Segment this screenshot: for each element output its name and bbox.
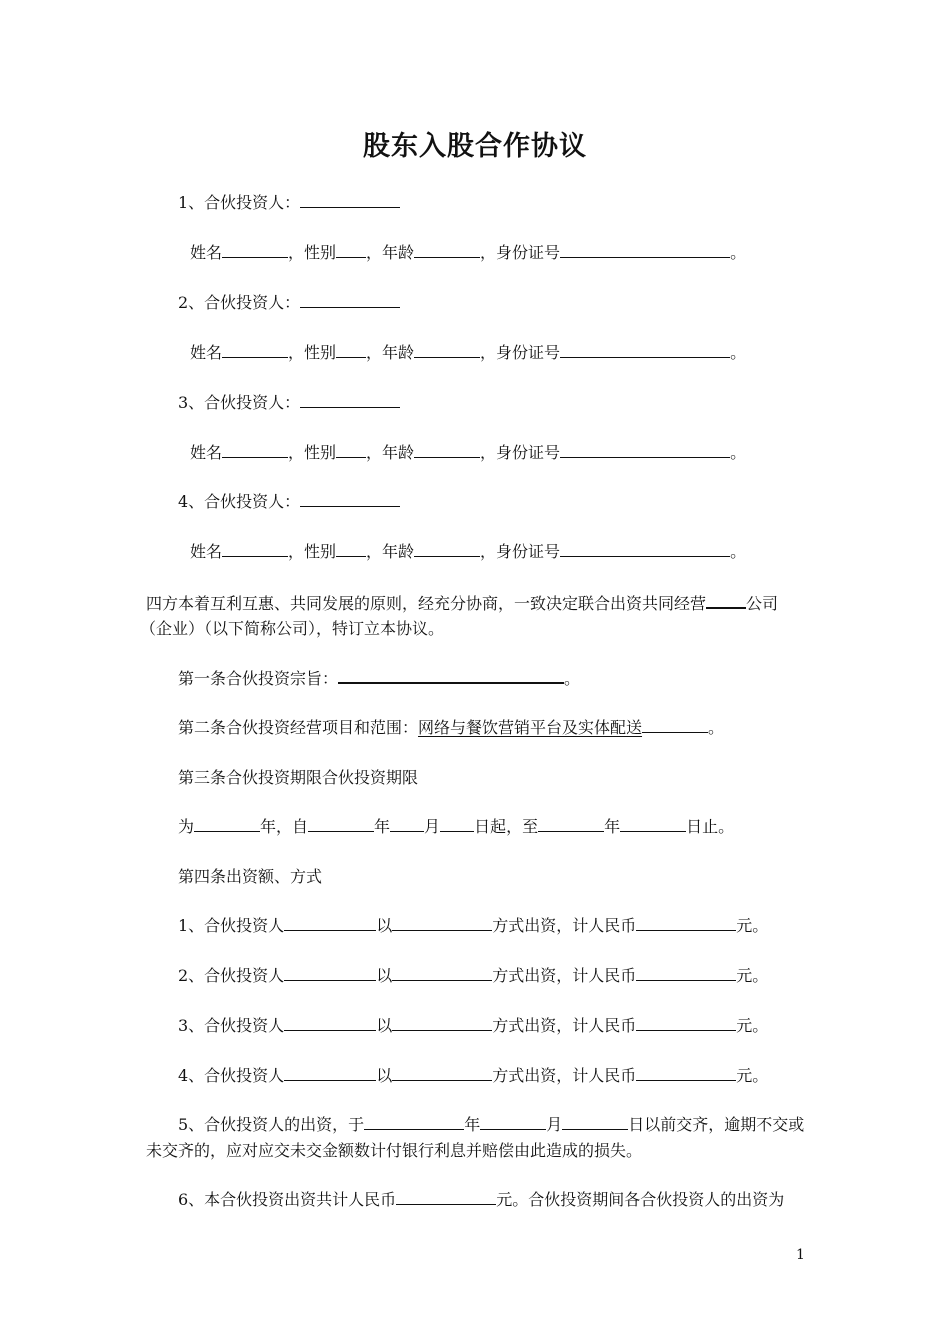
blank-field — [560, 442, 730, 458]
blank-field — [642, 717, 708, 733]
blank-field — [284, 1065, 376, 1081]
investor-details-4: 姓名 ，性别 ，年龄 ，身份证号 。 — [190, 542, 747, 561]
blank-field — [636, 915, 736, 931]
blank-field — [222, 541, 288, 557]
blank-field — [414, 342, 480, 358]
blank-field — [308, 816, 374, 832]
clause-5-line-1: 5、合伙投资人的出资，于 年 月 日以前交齐，逾期不交或 — [178, 1115, 805, 1134]
blank-field — [336, 342, 366, 358]
blank-field — [284, 1015, 376, 1031]
blank-field — [300, 192, 400, 208]
blank-field — [440, 816, 474, 832]
blank-field — [636, 1065, 736, 1081]
blank-field — [222, 242, 288, 258]
blank-field — [538, 816, 604, 832]
blank-field — [392, 1015, 492, 1031]
page-number: 1 — [796, 1247, 805, 1263]
investor-details-1: 姓名 ，性别 ，年龄 ，身份证号 。 — [190, 243, 747, 262]
blank-field — [300, 392, 400, 408]
contribution-1: 1、合伙投资人 以 方式出资，计人民币 元。 — [178, 916, 769, 935]
contribution-3: 3、合伙投资人 以 方式出资，计人民币 元。 — [178, 1016, 769, 1035]
blank-field — [336, 442, 366, 458]
blank-field — [222, 442, 288, 458]
blank-field — [390, 816, 424, 832]
article-3-period: 为 年，自 年 月 日起，至 年 日止。 — [178, 817, 735, 836]
blank-field — [414, 242, 480, 258]
blank-field — [620, 816, 686, 832]
blank-field — [562, 1114, 628, 1130]
article-4: 第四条出资额、方式 — [178, 867, 323, 886]
blank-field — [336, 242, 366, 258]
blank-field — [338, 667, 564, 684]
investor-heading-3: 3、合伙投资人： — [178, 392, 400, 414]
blank-field — [560, 342, 730, 358]
blank-field — [414, 541, 480, 557]
blank-field — [392, 1065, 492, 1081]
blank-field — [636, 965, 736, 981]
contribution-4: 4、合伙投资人 以 方式出资，计人民币 元。 — [178, 1066, 769, 1085]
blank-field — [300, 491, 400, 507]
blank-field — [706, 592, 746, 609]
blank-field — [222, 342, 288, 358]
investor-heading-4: 4、合伙投资人： — [178, 491, 400, 513]
article-2-value: 网络与餐饮营销平台及实体配送 — [418, 718, 643, 737]
preamble-line-2: （企业）（以下简称公司），特订立本协议。 — [140, 619, 445, 638]
blank-field — [636, 1015, 736, 1031]
blank-field — [336, 541, 366, 557]
article-3: 第三条合伙投资期限合伙投资期限 — [178, 768, 419, 787]
document-title: 股东入股合作协议 — [363, 131, 587, 162]
blank-field — [194, 816, 260, 832]
investor-details-2: 姓名 ，性别 ，年龄 ，身份证号 。 — [190, 343, 747, 362]
blank-field — [392, 915, 492, 931]
contribution-2: 2、合伙投资人 以 方式出资，计人民币 元。 — [178, 966, 769, 985]
blank-field — [396, 1189, 496, 1205]
preamble-line-1: 四方本着互利互惠、共同发展的原则，经充分协商，一致决定联合出资共同经营 公司 — [146, 594, 779, 613]
blank-field — [560, 242, 730, 258]
blank-field — [480, 1114, 546, 1130]
blank-field — [414, 442, 480, 458]
article-2: 第二条合伙投资经营项目和范围：网络与餐饮营销平台及实体配送 。 — [178, 718, 725, 737]
investor-heading-2: 2、合伙投资人： — [178, 292, 400, 314]
blank-field — [392, 965, 492, 981]
investor-details-3: 姓名 ，性别 ，年龄 ，身份证号 。 — [190, 443, 747, 462]
article-1: 第一条合伙投资宗旨： 。 — [178, 669, 581, 688]
blank-field — [300, 292, 400, 308]
blank-field — [364, 1114, 464, 1130]
blank-field — [560, 541, 730, 557]
clause-6-line-1: 6、本合伙投资出资共计人民币 元。合伙投资期间各合伙投资人的出资为 — [178, 1190, 785, 1209]
clause-5-line-2: 未交齐的，应对应交未交金额数计付银行利息并赔偿由此造成的损失。 — [146, 1141, 643, 1160]
blank-field — [284, 915, 376, 931]
investor-heading-1: 1、合伙投资人： — [178, 192, 400, 214]
blank-field — [284, 965, 376, 981]
